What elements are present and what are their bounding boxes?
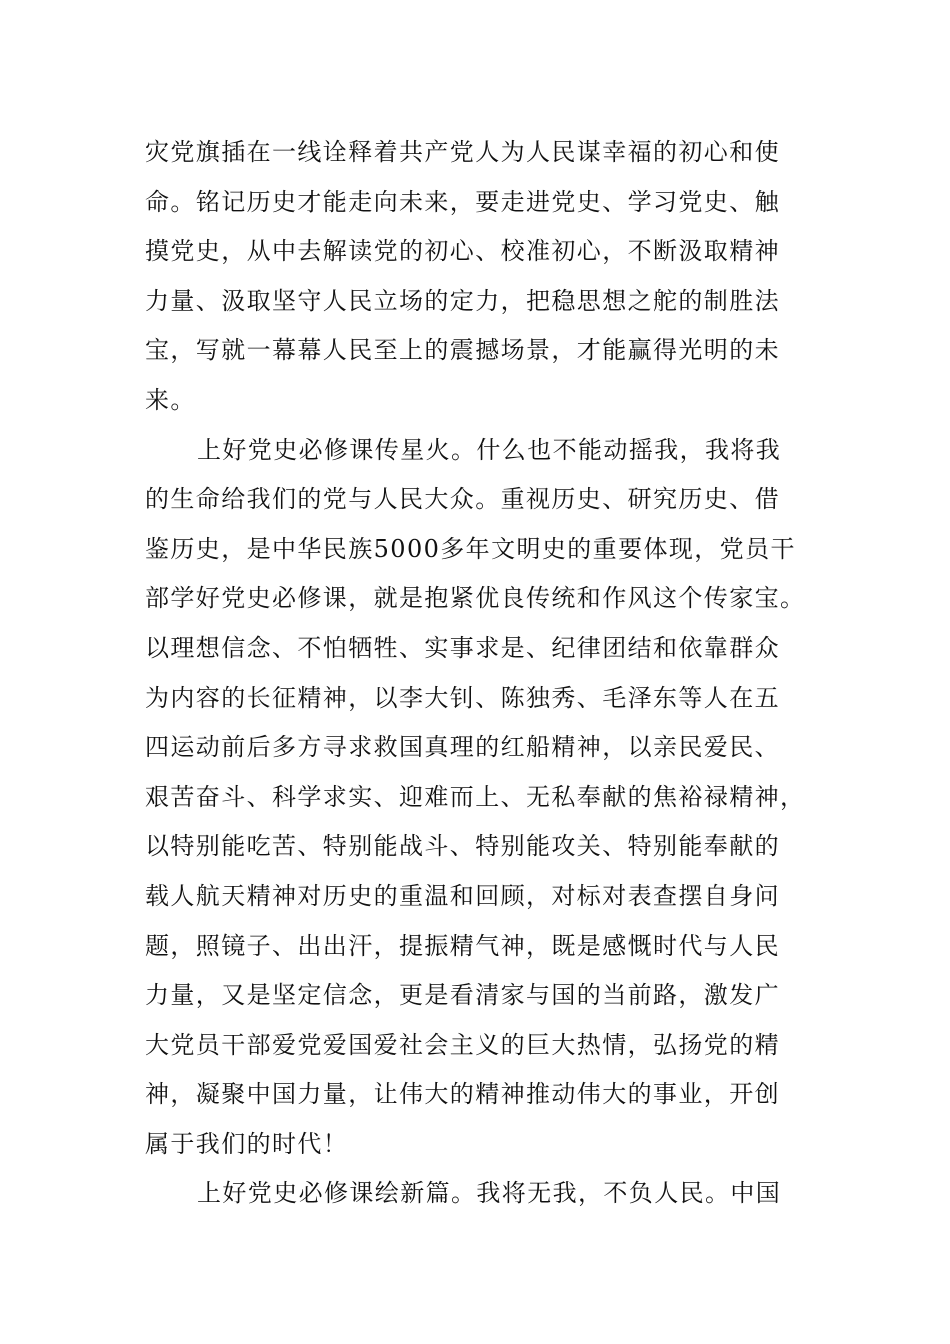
paragraph-first-line: 上好党史必修课传星火。什么也不能动摇我，我将我 [197, 435, 782, 464]
document-body [145, 128, 805, 1219]
text-line: 以理想信念、不怕牺牲、实事求是、纪律团结和依靠群众 [145, 633, 780, 662]
text-line: 大党员干部爱党爱国爱社会主义的巨大热情，弘扬党的精 [145, 1030, 780, 1059]
text-line: 部学好党史必修课，就是抱紧优良传统和作风这个传家宝。 [145, 584, 806, 613]
text-line: 灾党旗插在一线诠释着共产党人为人民谋幸福的初心和使 [145, 138, 780, 166]
text-line: 载人航天精神对历史的重温和回顾，对标对表查摆自身问 [145, 881, 780, 910]
paragraph-first-line: 上好党史必修课绘新篇。我将无我，不负人民。中国 [197, 1179, 782, 1208]
text-line: 题，照镜子、出出汗，提振精气神，既是感慨时代与人民 [145, 931, 780, 960]
text-line: 宝，写就一幕幕人民至上的震撼场景，才能赢得光明的未 [145, 336, 780, 365]
text-line: 命。铭记历史才能走向未来，要走进党史、学习党史、触 [145, 187, 780, 216]
text-line: 以特别能吃苦、特别能战斗、特别能攻关、特别能奉献的 [145, 832, 780, 861]
text-line: 四运动前后多方寻求救国真理的红船精神，以亲民爱民、 [145, 733, 780, 762]
text-line: 的生命给我们的党与人民大众。重视历史、研究历史、借 [145, 485, 780, 514]
text-line: 来。 [145, 385, 196, 414]
text-line: 鉴历史，是中华民族5000多年文明史的重要体现，党员干 [145, 534, 796, 563]
text-line: 属于我们的时代！ [145, 1129, 349, 1158]
text-line: 摸党史，从中去解读党的初心、校准初心，不断汲取精神 [145, 237, 780, 266]
text-line: 为内容的长征精神，以李大钊、陈独秀、毛泽东等人在五 [145, 683, 780, 712]
text-line: 艰苦奋斗、科学求实、迎难而上、无私奉献的焦裕禄精神， [145, 782, 806, 811]
text-line: 神，凝聚中国力量，让伟大的精神推动伟大的事业，开创 [145, 1080, 780, 1109]
text-line: 力量、汲取坚守人民立场的定力，把稳思想之舵的制胜法 [145, 286, 780, 315]
text-line: 力量，又是坚定信念，更是看清家与国的当前路，激发广 [145, 981, 780, 1010]
